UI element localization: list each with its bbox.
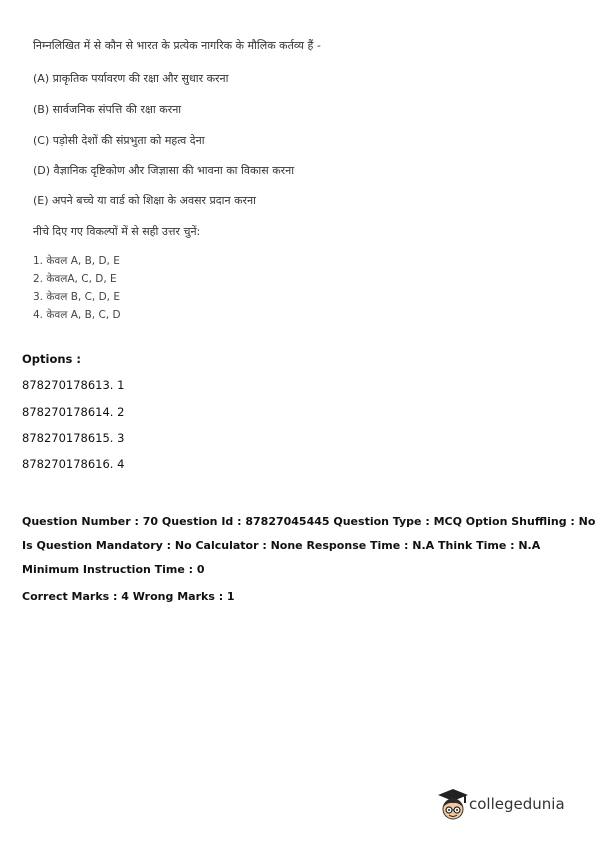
student-mascot-icon [436,785,470,825]
choice-2: 2. केवलA, C, D, E [33,273,117,285]
statement-e: (E) अपने बच्चे या वार्ड को शिक्षा के अवसर प्रदान करना [33,194,256,207]
option-id-2: 878270178614. 2 [22,405,125,419]
meta-line-1: Question Number : 70 Question Id : 87827045445 Question Type : MCQ Option Shuffling : No [22,515,595,528]
statement-c: (C) पड़ोसी देशों की संप्रभुता को महत्व देना [33,134,205,147]
choice-3: 3. केवल B, C, D, E [33,291,120,303]
option-id-3: 878270178615. 3 [22,431,125,445]
statement-d: (D) वैज्ञानिक दृष्टिकोण और जिज्ञासा की भावना का विकास करना [33,164,295,177]
choice-4: 4. केवल A, B, C, D [33,309,121,321]
options-label: Options : [22,352,81,366]
statement-a: (A) प्राकृतिक पर्यावरण की रक्षा और सुधार करना [33,72,229,85]
option-id-4: 878270178616. 4 [22,457,125,471]
option-id-1: 878270178613. 1 [22,378,125,392]
meta-line-4: Correct Marks : 4 Wrong Marks : 1 [22,590,235,603]
meta-line-3: Minimum Instruction Time : 0 [22,563,205,576]
statement-b: (B) सार्वजनिक संपत्ति की रक्षा करना [33,103,182,116]
choice-1: 1. केवल A, B, D, E [33,255,120,267]
question-stem: निम्नलिखित में से कौन से भारत के प्रत्येक नागरिक के मौलिक कर्तव्य हैं - [33,39,321,52]
meta-line-2: Is Question Mandatory : No Calculator : None Response Time : N.A Think Time : N.A [22,539,541,552]
logo-text: collegedunia [469,795,565,813]
instruction: नीचे दिए गए विकल्पों में से सही उत्तर चुनें: [33,225,201,238]
collegedunia-logo [436,785,576,825]
